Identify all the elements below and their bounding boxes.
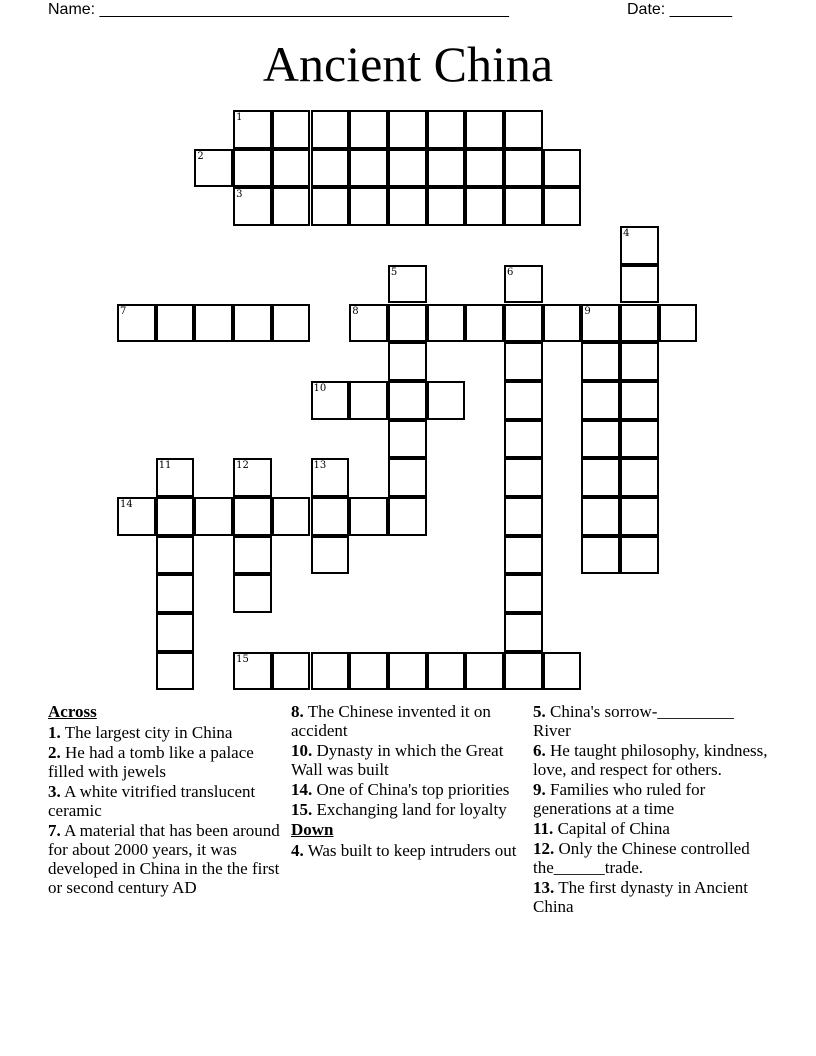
clue-across-10: 10. Dynasty in which the Great Wall was built: [291, 741, 504, 779]
cell-number: 8: [352, 305, 359, 317]
grid-cell[interactable]: [504, 381, 543, 420]
cell-number: 9: [584, 305, 591, 317]
clues-column-3: [533, 702, 773, 917]
grid-cell[interactable]: [620, 265, 659, 304]
grid-cell[interactable]: [427, 381, 466, 420]
clues-column-1: [48, 702, 280, 898]
grid-cell[interactable]: [272, 187, 311, 226]
grid-cell[interactable]: [156, 497, 195, 536]
grid-cell[interactable]: [233, 458, 272, 497]
grid-cell[interactable]: [543, 652, 582, 691]
grid-cell[interactable]: [117, 497, 156, 536]
grid-cell[interactable]: [156, 458, 195, 497]
grid-cell[interactable]: [388, 304, 427, 343]
clue-down-4: 4. Was built to keep intruders out: [291, 841, 517, 860]
grid-cell[interactable]: [388, 497, 427, 536]
grid-cell[interactable]: [620, 458, 659, 497]
grid-cell[interactable]: [427, 149, 466, 188]
clue-across-3: 3. A white vitrified translucent ceramic: [48, 782, 256, 820]
grid-cell[interactable]: [581, 304, 620, 343]
clue-across-7: 7. A material that has been around for about 2000 years, it was developed in China in the the first or second century AD: [48, 821, 280, 897]
grid-cell[interactable]: [349, 187, 388, 226]
grid-cell[interactable]: [465, 187, 504, 226]
grid-cell[interactable]: [504, 652, 543, 691]
grid-cell[interactable]: [620, 226, 659, 265]
grid-cell[interactable]: [504, 613, 543, 652]
grid-cell[interactable]: [311, 536, 350, 575]
grid-cell[interactable]: [504, 149, 543, 188]
grid-cell[interactable]: [311, 187, 350, 226]
grid-cell[interactable]: [233, 536, 272, 575]
grid-cell[interactable]: [465, 652, 504, 691]
cell-number: 3: [236, 189, 243, 201]
grid-cell[interactable]: [156, 536, 195, 575]
grid-cell[interactable]: [349, 497, 388, 536]
grid-cell[interactable]: [388, 652, 427, 691]
grid-cell[interactable]: [504, 304, 543, 343]
grid-cell[interactable]: [581, 497, 620, 536]
grid-cell[interactable]: [388, 187, 427, 226]
grid-cell[interactable]: [272, 149, 311, 188]
grid-cell[interactable]: [194, 497, 233, 536]
grid-cell[interactable]: [581, 381, 620, 420]
grid-cell[interactable]: [465, 110, 504, 149]
cell-number: 15: [236, 653, 249, 665]
clue-down-13: 13. The first dynasty in Ancient China: [533, 878, 749, 916]
grid-cell[interactable]: [388, 420, 427, 459]
grid-cell[interactable]: [388, 342, 427, 381]
cell-number: 5: [390, 266, 398, 278]
clue-down-11: 11. Capital of China: [533, 819, 670, 838]
grid-cell[interactable]: [156, 304, 195, 343]
page-title: Ancient China: [262, 36, 554, 92]
grid-cell[interactable]: [311, 149, 350, 188]
grid-cell[interactable]: [233, 110, 272, 149]
grid-cell[interactable]: [543, 187, 582, 226]
grid-cell[interactable]: [427, 652, 466, 691]
grid-cell[interactable]: [194, 149, 233, 188]
grid-cell[interactable]: [233, 187, 272, 226]
clue-down-5: 5. China's sorrow-_________ River: [533, 702, 734, 740]
grid-cell[interactable]: [311, 497, 350, 536]
clue-down-6: 6. He taught philosophy, kindness, love, and respect for others.: [533, 741, 768, 779]
grid-cell[interactable]: [233, 497, 272, 536]
grid-cell[interactable]: [272, 304, 311, 343]
cell-number: 2: [197, 150, 204, 162]
clue-across-14: 14. One of China's top priorities: [291, 780, 510, 799]
date-field: Date: _______: [627, 1, 732, 18]
grid-cell[interactable]: [349, 652, 388, 691]
clue-down-9: 9. Families who ruled for generations at a time: [533, 780, 706, 818]
grid-cell[interactable]: [156, 652, 195, 691]
cell-number: 6: [507, 266, 514, 278]
grid-cell[interactable]: [349, 110, 388, 149]
grid-cell[interactable]: [543, 149, 582, 188]
grid-cell[interactable]: [388, 458, 427, 497]
cell-number: 10: [313, 382, 327, 394]
grid-cell[interactable]: [581, 420, 620, 459]
down-heading: Down: [291, 820, 334, 839]
clue-across-2: 2. He had a tomb like a palace filled with jewels: [48, 743, 254, 781]
grid-cell[interactable]: [504, 458, 543, 497]
cell-number: 11: [158, 460, 172, 472]
grid-cell[interactable]: [504, 497, 543, 536]
grid-cell[interactable]: [620, 497, 659, 536]
grid-cell[interactable]: [349, 304, 388, 343]
grid-cell[interactable]: [620, 304, 659, 343]
grid-cell[interactable]: [233, 652, 272, 691]
grid-cell[interactable]: [427, 187, 466, 226]
grid-cell[interactable]: [504, 536, 543, 575]
grid-cell[interactable]: [311, 110, 350, 149]
grid-cell[interactable]: [620, 536, 659, 575]
grid-cell[interactable]: [233, 304, 272, 343]
grid-cell[interactable]: [388, 149, 427, 188]
cell-number: 1: [236, 112, 243, 123]
clues-column-2: [291, 702, 523, 861]
grid-cell[interactable]: [504, 265, 543, 304]
cell-number: 4: [623, 228, 630, 240]
grid-cell[interactable]: [620, 420, 659, 459]
grid-cell[interactable]: [388, 265, 427, 304]
grid-cell[interactable]: [504, 342, 543, 381]
grid-cell[interactable]: [272, 652, 311, 691]
clue-across-15: 15. Exchanging land for loyalty: [291, 800, 507, 819]
grid-cell[interactable]: [581, 342, 620, 381]
grid-cell[interactable]: [504, 110, 543, 149]
grid-cell[interactable]: [543, 304, 582, 343]
grid-cell[interactable]: [233, 574, 272, 613]
clue-across-8: 8. The Chinese invented it on accident: [291, 702, 491, 740]
clue-across-1: 1. The largest city in China: [48, 723, 233, 742]
grid-cell[interactable]: [504, 574, 543, 613]
grid-cell[interactable]: [620, 342, 659, 381]
grid-cell[interactable]: [349, 149, 388, 188]
grid-cell[interactable]: [427, 110, 466, 149]
grid-cell[interactable]: [156, 574, 195, 613]
grid-cell[interactable]: [581, 536, 620, 575]
grid-cell[interactable]: [311, 652, 350, 691]
grid-cell[interactable]: [194, 304, 233, 343]
grid-cell[interactable]: [388, 110, 427, 149]
grid-cell[interactable]: [349, 381, 388, 420]
grid-cell[interactable]: [311, 381, 350, 420]
grid-cell[interactable]: [156, 613, 195, 652]
grid-cell[interactable]: [427, 304, 466, 343]
grid-cell[interactable]: [272, 110, 311, 149]
clue-down-12: 12. Only the Chinese controlled the______trade.: [533, 839, 750, 877]
grid-cell[interactable]: [388, 381, 427, 420]
grid-cell[interactable]: [311, 458, 350, 497]
across-heading: Across: [48, 702, 97, 721]
grid-cell[interactable]: [465, 304, 504, 343]
grid-cell[interactable]: [504, 187, 543, 226]
cell-number: 12: [236, 460, 249, 472]
grid-cell[interactable]: [581, 458, 620, 497]
grid-cell[interactable]: [465, 149, 504, 188]
grid-cell[interactable]: [272, 497, 311, 536]
grid-cell[interactable]: [504, 420, 543, 459]
cell-number: 7: [120, 305, 127, 317]
grid-cell[interactable]: [117, 304, 156, 343]
cell-number: 14: [120, 499, 133, 510]
grid-cell[interactable]: [659, 304, 698, 343]
cell-number: 13: [313, 460, 327, 472]
grid-cell[interactable]: [620, 381, 659, 420]
name-field: Name: ______________________________________________: [48, 1, 509, 18]
grid-cell[interactable]: [233, 149, 272, 188]
